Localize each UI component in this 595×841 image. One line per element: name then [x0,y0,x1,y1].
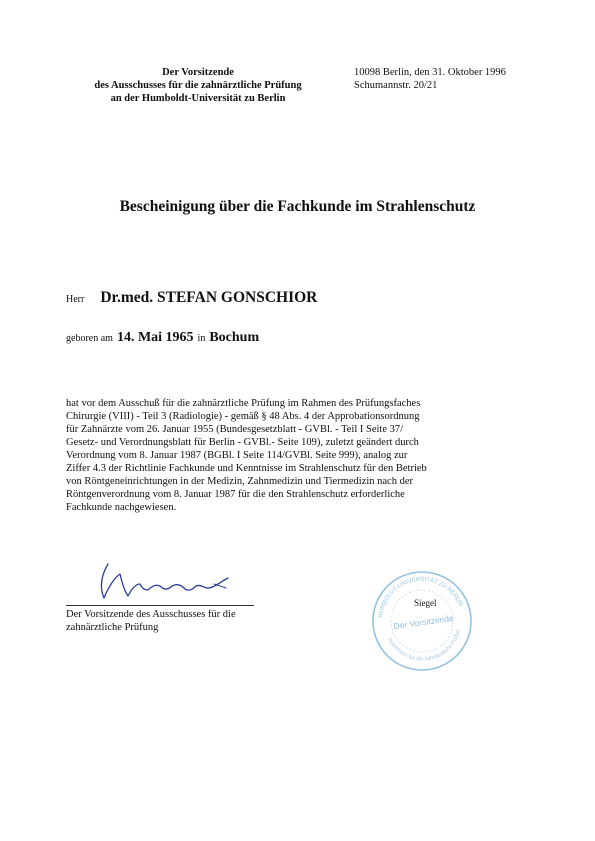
body-line: von Röntgeneinrichtungen in der Medizin, Zahnmedizin und Tiermedizin nach der [66,476,414,487]
place-date-block [354,66,506,92]
recipient-name: Dr.med. STEFAN GONSCHIOR [100,289,318,306]
sender-line-1: Der Vorsitzende [162,67,234,78]
body-line: Verordnung vom 8. Januar 1987 (BGBl. I Seite 114/GVBl. Seite 999), analog zur [66,450,408,461]
seal-ring-text-top: HUMBOLDT-UNIVERSITÄT ZU BERLIN [378,576,464,619]
birth-prefix: geboren am [66,333,113,344]
body-line: Fachkunde nachgewiesen. [66,502,177,513]
place-and-date: 10098 Berlin, den 31. Oktober 1996 [354,67,506,78]
birth-date: 14. Mai 1965 [116,330,194,345]
birth-place: Bochum [209,330,260,345]
signature-caption-line-2: zahnärztliche Prüfung [66,622,159,633]
signature-caption-line-1: Der Vorsitzende des Ausschusses für die [66,609,236,620]
document-title: Bescheinigung über die Fachkunde im Strahlenschutz [119,198,476,215]
birth-connector: in [197,333,206,344]
birth-line [66,328,259,346]
body-line: hat vor dem Ausschuß für die zahnärztliche Prüfung im Rahmen des Prüfungsfaches [66,398,421,409]
body-line: für Zahnärzte vom 26. Januar 1955 (Bundesgesetzblatt - GVBl. - Teil I Seite 37/ [66,424,404,435]
seal-inner-text: Der Vorsitzende [392,612,455,632]
certificate-body [66,397,466,514]
sender-line-3: an der Humboldt-Universität zu Berlin [110,93,286,104]
seal-label: Siegel [414,598,437,608]
official-seal-stamp [368,567,476,675]
signature-line [66,605,254,606]
street-address: Schumannstr. 20/21 [354,80,438,91]
recipient-line [66,289,317,307]
sender-line-2: des Ausschusses für die zahnärztliche Prüfung [94,80,302,91]
salutation: Herr [66,294,85,305]
body-line: Ziffer 4.3 der Richtlinie Fachkunde und Kenntnisse im Strahlenschutz für den Betrieb [66,463,427,474]
body-line: Chirurgie (VIII) - Teil 3 (Radiologie) - gemäß § 48 Abs. 4 der Approbationsordnung [66,411,420,422]
body-line: Röntgenverordnung vom 8. Januar 1987 für die den Strahlenschutz erforderliche [66,489,405,500]
handwritten-signature [96,558,246,608]
sender-block [62,66,334,105]
body-line: Gesetz- und Verordnungsblatt für Berlin - GVBl.- Seite 109), zuletzt geändert durch [66,437,419,448]
seal-ring-text-bottom: Ausschuss für die zahnärztliche Prüfun [386,628,462,663]
signature-caption [66,608,266,634]
